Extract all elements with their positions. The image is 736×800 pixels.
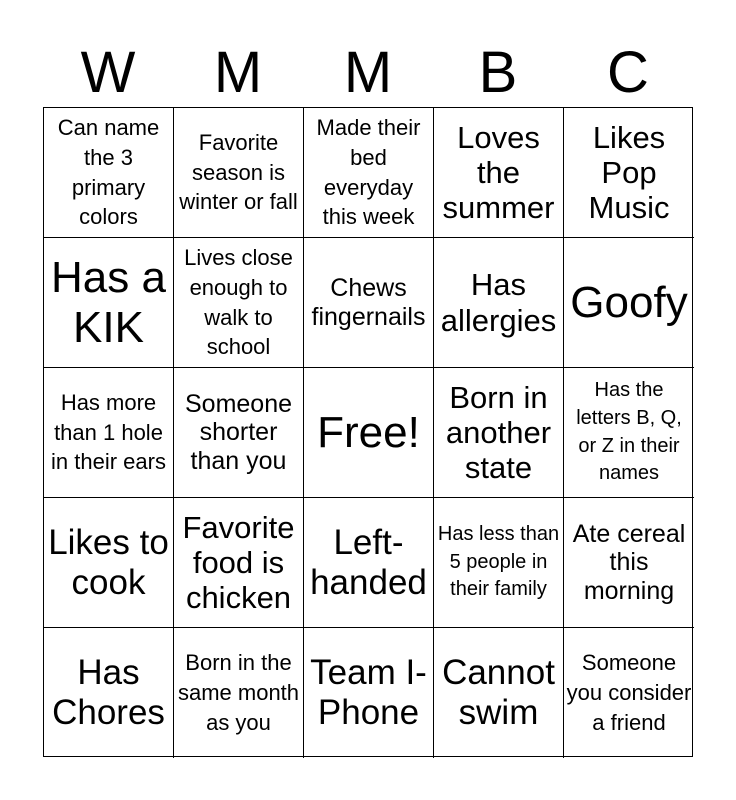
cell-text: Favorite food is chicken [182, 509, 295, 615]
bingo-cell[interactable] [44, 498, 174, 628]
bingo-grid [43, 107, 693, 757]
bingo-cell[interactable] [434, 108, 564, 238]
cell-text: Likes to cook [48, 522, 169, 602]
cell-text: Has a KIK [51, 252, 166, 352]
bingo-cell[interactable] [434, 628, 564, 758]
cell-text: Has more than 1 hole in their ears [51, 389, 166, 475]
cell-text: Goofy [570, 277, 688, 327]
cell-text: Ate cereal this morning [572, 520, 686, 605]
bingo-cell[interactable] [44, 238, 174, 368]
cell-text: Someone you consider a friend [566, 650, 692, 735]
cell-text: Team I-Phone [310, 653, 427, 732]
free-space-label: Free! [317, 407, 420, 457]
cell-text: Left-handed [310, 522, 427, 602]
bingo-cell[interactable] [564, 108, 694, 238]
cell-text: Lives close enough to walk to school [184, 244, 293, 360]
cell-text: Loves the summer [442, 119, 555, 225]
cell-text: Has less than 5 people in their family [437, 523, 560, 601]
bingo-cell[interactable] [564, 628, 694, 758]
cell-text: Born in another state [445, 379, 552, 485]
cell-text: Has the letters B, Q, or Z in their names [576, 379, 682, 485]
cell-text: Has allergies [440, 267, 557, 338]
cell-text: Likes Pop Music [588, 119, 670, 225]
bingo-cell[interactable] [434, 238, 564, 368]
cell-text: Chews fingernails [311, 274, 426, 331]
bingo-cell[interactable] [44, 108, 174, 238]
bingo-header [43, 40, 693, 106]
bingo-cell[interactable] [304, 498, 434, 628]
bingo-cell[interactable] [564, 368, 694, 498]
cell-text: Favorite season is winter or fall [179, 129, 298, 215]
header-letter: W [80, 40, 136, 105]
bingo-cell[interactable] [174, 498, 304, 628]
bingo-cell[interactable] [434, 498, 564, 628]
cell-text: Cannot swim [442, 653, 555, 732]
bingo-cell[interactable] [44, 628, 174, 758]
bingo-cell[interactable] [434, 368, 564, 498]
cell-text: Born in the same month as you [177, 650, 300, 735]
bingo-cell[interactable] [174, 238, 304, 368]
cell-text: Someone shorter than you [184, 390, 293, 475]
bingo-cell[interactable] [174, 108, 304, 238]
header-letter: B [478, 40, 518, 105]
header-letter: C [607, 40, 649, 105]
bingo-cell[interactable] [304, 628, 434, 758]
bingo-cell[interactable] [44, 368, 174, 498]
bingo-cell[interactable] [304, 108, 434, 238]
bingo-cell[interactable] [174, 628, 304, 758]
bingo-cell[interactable] [564, 238, 694, 368]
cell-text: Can name the 3 primary colors [57, 114, 160, 230]
bingo-cell[interactable] [304, 238, 434, 368]
cell-text: Has Chores [52, 653, 165, 732]
header-letter: M [343, 40, 393, 105]
bingo-cell[interactable] [174, 368, 304, 498]
free-space-cell[interactable] [304, 368, 434, 498]
header-letter: M [213, 40, 263, 105]
bingo-cell[interactable] [564, 498, 694, 628]
cell-text: Made their bed everyday this week [316, 114, 421, 230]
